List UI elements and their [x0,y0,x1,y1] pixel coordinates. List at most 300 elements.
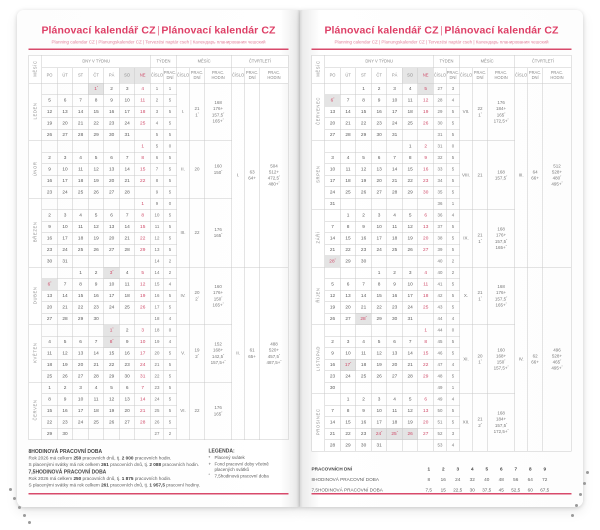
worktime-line: Rok 2026 má celkem 250 pracovních dnů, tj. 2 000 pracovních hodin. [28,455,172,461]
day-cell: 3 [387,83,403,95]
day-cell: 20 [73,359,89,371]
month-workhours: 160 150* [205,141,232,199]
legend-symbol: + [208,461,212,467]
legend-item [209,455,289,461]
header-subcol: PRAC. HODIN [205,68,232,84]
week-number: 49 [433,382,446,394]
header-subcol: PRAC. HODIN [260,68,289,84]
quarter-workdays: 64 66+ [528,83,543,267]
day-cell: 28 [119,187,135,199]
title-rule [312,49,572,50]
day-cell: 21 [402,359,418,371]
day-cell: 15 [340,233,356,245]
workhours-value: 8 [427,477,431,482]
day-cell: 2 [418,141,434,153]
week-number: 31 [433,141,446,153]
month-workdays: 20 2* [190,267,205,325]
week-number: 28 [433,95,446,107]
day-cell [418,198,434,210]
week-number: 8 [150,175,163,187]
day-cell: 8 [135,152,151,164]
day-cell: 15 [73,290,89,302]
day-cell: 11 [356,348,372,360]
week-number: 47 [433,359,446,371]
day-cell [42,325,58,337]
day-cell: 2 [387,267,403,279]
week-workdays: 5 [446,302,459,314]
header-subcol: ČÍSLO [177,68,190,84]
day-cell: 26 [402,428,418,440]
day-cell [356,325,372,337]
day-cell: 4 [73,152,89,164]
day-cell: 25 [119,302,135,314]
day-cell: 13 [325,106,341,118]
quarter-workhours: 504 512+ 472,5* 480+* [260,83,289,267]
day-cell: 30 [356,440,372,452]
month-workdays: 20 1* [473,325,488,394]
day-cell: 2 [57,382,73,394]
day-cell: 12 [42,106,58,118]
week-number: 51 [433,417,446,429]
workhours-value: 67,5 [540,487,550,493]
header-group-row [29,55,289,68]
week-workdays: 5 [163,302,176,314]
week-row [29,83,289,95]
day-cell: 8 [371,279,387,291]
title-cz: Plánovací kalendář CZ [324,24,439,36]
day-cell: 27 [418,244,434,256]
week-workdays: 5 [163,221,176,233]
day-cell: 27 [418,428,434,440]
month-name: ČERVENEC [312,83,325,141]
day-cell: 17 [325,175,341,187]
day-cell: 20 [371,175,387,187]
day-cell: 27 [42,313,58,325]
workhours-value: 52,5 [511,487,521,493]
day-cell: 8 [418,336,434,348]
day-cell: 29 [88,129,104,141]
week-workdays: 5 [446,233,459,245]
day-cell: 5 [371,336,387,348]
day-cell: 5 [418,83,434,95]
day-cell: 9 [387,279,403,291]
month-workdays: 22 [190,382,205,440]
week-workdays: 5 [446,371,459,383]
day-cell: 12 [135,279,151,291]
week-number: 20 [150,348,163,360]
day-cell: 30 [57,428,73,440]
day-cell [104,256,120,268]
quarter-workdays: 63 64+ [245,83,260,267]
day-cell [57,83,73,95]
day-cell: 26 [371,371,387,383]
day-cell: 31 [135,371,151,383]
day-cell: 8 [135,210,151,222]
day-cell: 10 [387,95,403,107]
header-subcol: ČÍSLO [150,68,163,84]
week-workdays: 5 [163,129,176,141]
day-cell [402,440,418,452]
day-cell: 14 [73,106,89,118]
calendar-left [17,55,300,440]
week-number: 48 [433,371,446,383]
day-cell: 3 [135,325,151,337]
month-number: III. [177,198,190,267]
day-cell: 30 [119,371,135,383]
month-number: VIII. [460,141,473,210]
header-days-group: DNY V TÝDNU [325,55,434,68]
week-workdays: 2 [163,428,176,440]
day-cell: 18 [42,359,58,371]
day-cell: 29 [104,371,120,383]
day-cell [340,382,356,394]
day-cell: 10 [135,336,151,348]
day-cell [387,141,403,153]
workhours-value: 48 [498,477,504,482]
week-number: 14 [150,256,163,268]
day-cell: 4 [42,336,58,348]
month-workhours: 176 165* [205,198,232,267]
day-cell: 31 [371,440,387,452]
day-cell: 24 [371,244,387,256]
header-subcol: PRAC. DNÍ [245,68,260,84]
quarter-workhours: 488 520+ 457,5* 487,5+* [260,267,289,440]
day-cell [135,428,151,440]
day-cell: 24 [57,244,73,256]
day-cell: 28 [340,129,356,141]
week-workdays: 4 [446,440,459,452]
day-cell: 13 [418,221,434,233]
day-cell: 2 [42,210,58,222]
month-workhours: 168 176+ 157,5* 165+* [488,267,515,325]
week-workdays: 5 [163,290,176,302]
day-cell: 14 [356,290,372,302]
day-cell: 20 [57,118,73,130]
day-cell: 12 [356,164,372,176]
day-cell: 10 [325,164,341,176]
day-cell: 20 [340,302,356,314]
day-cell: 23 [356,244,372,256]
week-workdays: 5 [446,106,459,118]
month-workdays: 22 1* [473,83,488,141]
week-workdays: 4 [163,279,176,291]
week-number: 52 [433,428,446,440]
day-cell: 26 [402,244,418,256]
header-day-name: SO [119,68,135,84]
day-cell [119,428,135,440]
day-cell: 8 [88,95,104,107]
day-cell: 20 [104,175,120,187]
month-name: ČERVEN [29,382,42,440]
day-cell: 17 [57,233,73,245]
day-cell: 1 [73,267,89,279]
day-cell: 11 [387,221,403,233]
workhours-value: 32 [469,477,475,482]
day-cell: 13 [104,221,120,233]
day-cell [340,83,356,95]
day-cell [42,141,58,153]
day-cell: 22 [135,175,151,187]
day-cell: 13 [371,164,387,176]
day-cell: 10 [340,348,356,360]
month-number: X. [460,267,473,325]
week-number: 16 [150,290,163,302]
week-number: 11 [150,221,163,233]
workhours-value: 37,5 [482,487,492,493]
day-cell: 29 [135,244,151,256]
workdays-count: 9 [543,466,547,472]
day-cell: 14 [57,290,73,302]
day-cell [104,198,120,210]
title-separator: | [440,24,443,36]
workdays-count: 2 [441,466,445,472]
day-cell: 4 [387,394,403,406]
quarter-workdays: 62 66+ [528,267,543,451]
week-number: 40 [433,256,446,268]
week-number: 3 [150,106,163,118]
day-cell: 9 [88,279,104,291]
day-cell: 16 [119,348,135,360]
day-cell: 3 [57,152,73,164]
week-workdays: 5 [446,244,459,256]
day-cell: 9 [42,221,58,233]
day-cell: 2 [325,336,341,348]
week-workdays: 4 [446,95,459,107]
day-cell: 17* [340,359,356,371]
day-cell: 25 [73,187,89,199]
day-cell: 4 [73,210,89,222]
day-cell: 1 [135,198,151,210]
day-cell: 21 [88,359,104,371]
header-month-group: MĚSÍC [177,55,232,68]
day-cell [57,141,73,153]
day-cell: 24 [325,187,341,199]
week-number: 24 [150,394,163,406]
day-cell: 7 [356,279,372,291]
quarter-workdays: 61 65+ [245,267,260,440]
week-number: 36 [433,198,446,210]
day-cell: 24* [371,428,387,440]
month-workdays: 21 1* [473,267,488,325]
day-cell: 13 [57,106,73,118]
day-cell: 10 [57,221,73,233]
title-cz: Plánovací kalendář CZ [41,24,156,36]
day-cell: 14 [340,106,356,118]
week-row [29,267,289,279]
week-workdays: 5 [163,118,176,130]
workhours-label: 8HODINOVÁ PRACOVNÍ DOBA [311,477,379,482]
legend-symbol: * [208,455,211,460]
day-cell: 13 [387,348,403,360]
day-cell: 16 [104,106,120,118]
week-workdays: 2 [163,256,176,268]
week-number: 49 [433,394,446,406]
calendar-table [312,55,572,452]
day-cell: 7 [88,336,104,348]
day-cell: 15 [135,164,151,176]
legend-label: 7,5hodinová pracovní doba [214,473,269,479]
week-workdays: 0 [163,325,176,337]
day-cell: 17 [402,290,418,302]
workhours-value: 15 [440,487,446,493]
header-subcol: PRAC. HODIN [543,68,572,84]
day-cell: 16 [356,233,372,245]
day-cell: 6* [42,279,58,291]
day-cell: 13 [119,394,135,406]
day-cell: 19 [42,118,58,130]
month-number: IV. [177,267,190,325]
day-cell: 17 [135,348,151,360]
day-cell: 5 [402,394,418,406]
day-cell: 12 [104,394,120,406]
day-cell: 6 [73,336,89,348]
day-cell [418,440,434,452]
day-cell: 3 [73,382,89,394]
day-cell: 30 [88,313,104,325]
day-cell: 24 [135,359,151,371]
calendar-right [300,55,583,452]
header-subcol: ČÍSLO [232,68,245,84]
workdays-count: 8 [528,466,532,472]
day-cell: 31 [119,129,135,141]
quarter-workhours: 496 528+ 465* 495+* [543,267,572,451]
bottom-rule [312,493,572,494]
month-number: IX. [460,210,473,268]
legend-item [209,461,289,473]
month-name: ZÁŘÍ [312,210,325,268]
day-cell: 26 [356,187,372,199]
day-cell: 3 [371,210,387,222]
legend-label: Placený svátek [214,455,245,460]
month-name: SRPEN [312,141,325,210]
day-cell: 3 [119,83,135,95]
header-days-group: DNY V TÝDNU [42,55,151,68]
day-cell: 16 [42,233,58,245]
header-day-name: PO [325,68,341,84]
worktime-line: S placenými svátky má rok celkem 261 pracovních dnů, tj. 1 957,5 pracovní hodiny. [28,482,200,488]
day-cell: 23 [88,302,104,314]
day-cell: 9 [42,164,58,176]
week-workdays: 5 [163,187,176,199]
day-cell: 2 [88,267,104,279]
week-workdays: 1 [446,198,459,210]
day-cell: 16 [418,164,434,176]
day-cell [340,325,356,337]
workdays-count: 5 [485,466,489,472]
day-cell: 2 [119,325,135,337]
day-cell: 17 [371,233,387,245]
day-cell: 3 [325,152,341,164]
day-cell: 10 [371,405,387,417]
week-number: 32 [433,152,446,164]
day-cell: 7 [119,152,135,164]
day-cell: 6 [104,210,120,222]
day-cell: 17 [57,175,73,187]
day-cell: 17 [119,106,135,118]
month-workdays: 21 2* [473,394,488,452]
week-workdays: 0 [446,325,459,337]
month-name: PROSINEC [312,394,325,452]
day-cell: 19 [356,175,372,187]
legend-label: Fond pracovní doby včetně placených svátků [214,461,269,472]
day-cell: 18 [418,290,434,302]
day-cell: 27 [325,129,341,141]
month-name: ÚNOR [29,141,42,199]
day-cell [371,198,387,210]
day-cell: 25 [42,371,58,383]
day-cell [135,256,151,268]
day-cell [325,394,341,406]
title-sk: Plánovací kalendár CZ [161,24,276,36]
day-cell: 4 [402,83,418,95]
week-number: 45 [433,336,446,348]
day-cell: 26 [42,129,58,141]
day-cell: 31 [57,256,73,268]
day-cell: 8 [42,394,58,406]
day-cell: 8 [340,405,356,417]
day-cell: 24 [73,417,89,429]
day-cell: 20 [387,359,403,371]
week-number: 19 [150,336,163,348]
day-cell: 24 [387,118,403,130]
day-cell [73,256,89,268]
week-number: 10 [150,210,163,222]
workhours-value: 45 [498,487,504,493]
day-cell [104,313,120,325]
week-workdays: 5 [163,152,176,164]
legend-title: LEGENDA: [208,448,235,454]
day-cell: 30 [418,187,434,199]
day-cell [119,313,135,325]
week-number: 21 [150,359,163,371]
day-cell [418,129,434,141]
day-cell [42,83,58,95]
week-number: 44 [433,313,446,325]
day-cell: 22 [402,175,418,187]
page-subtitle: Planning calendar CZ | Planungskalender CZ | Tervezési naptár cseh | Календарь планирования чешский [51,39,266,45]
day-cell: 5 [356,152,372,164]
workhours-value: 16 [440,477,446,482]
day-cell: 9 [418,152,434,164]
day-cell: 4 [119,267,135,279]
legend-symbol: * [208,473,210,477]
day-cell: 28 [402,371,418,383]
week-number: 9 [150,187,163,199]
month-workhours: 168 184+ 157,5* 172,5+* [488,394,515,452]
week-workdays: 1 [446,382,459,394]
day-cell: 7 [135,382,151,394]
header-day-name: ČT [371,68,387,84]
week-workdays: 5 [163,371,176,383]
week-number: 1 [150,83,163,95]
day-cell: 29 [356,129,372,141]
day-cell: 21 [119,175,135,187]
day-cell [73,83,89,95]
month-number: V. [177,325,190,383]
workdays-count: 3 [456,466,460,472]
day-cell: 1 [371,267,387,279]
week-workdays: 5 [163,106,176,118]
day-cell: 11 [73,164,89,176]
header-day-name: ÚT [57,68,73,84]
day-cell [371,325,387,337]
month-number: XI. [460,325,473,394]
day-cell: 3 [340,336,356,348]
quarter-number: I. [232,83,245,267]
week-row [312,83,572,95]
day-cell: 7 [119,210,135,222]
day-cell: 13 [418,405,434,417]
